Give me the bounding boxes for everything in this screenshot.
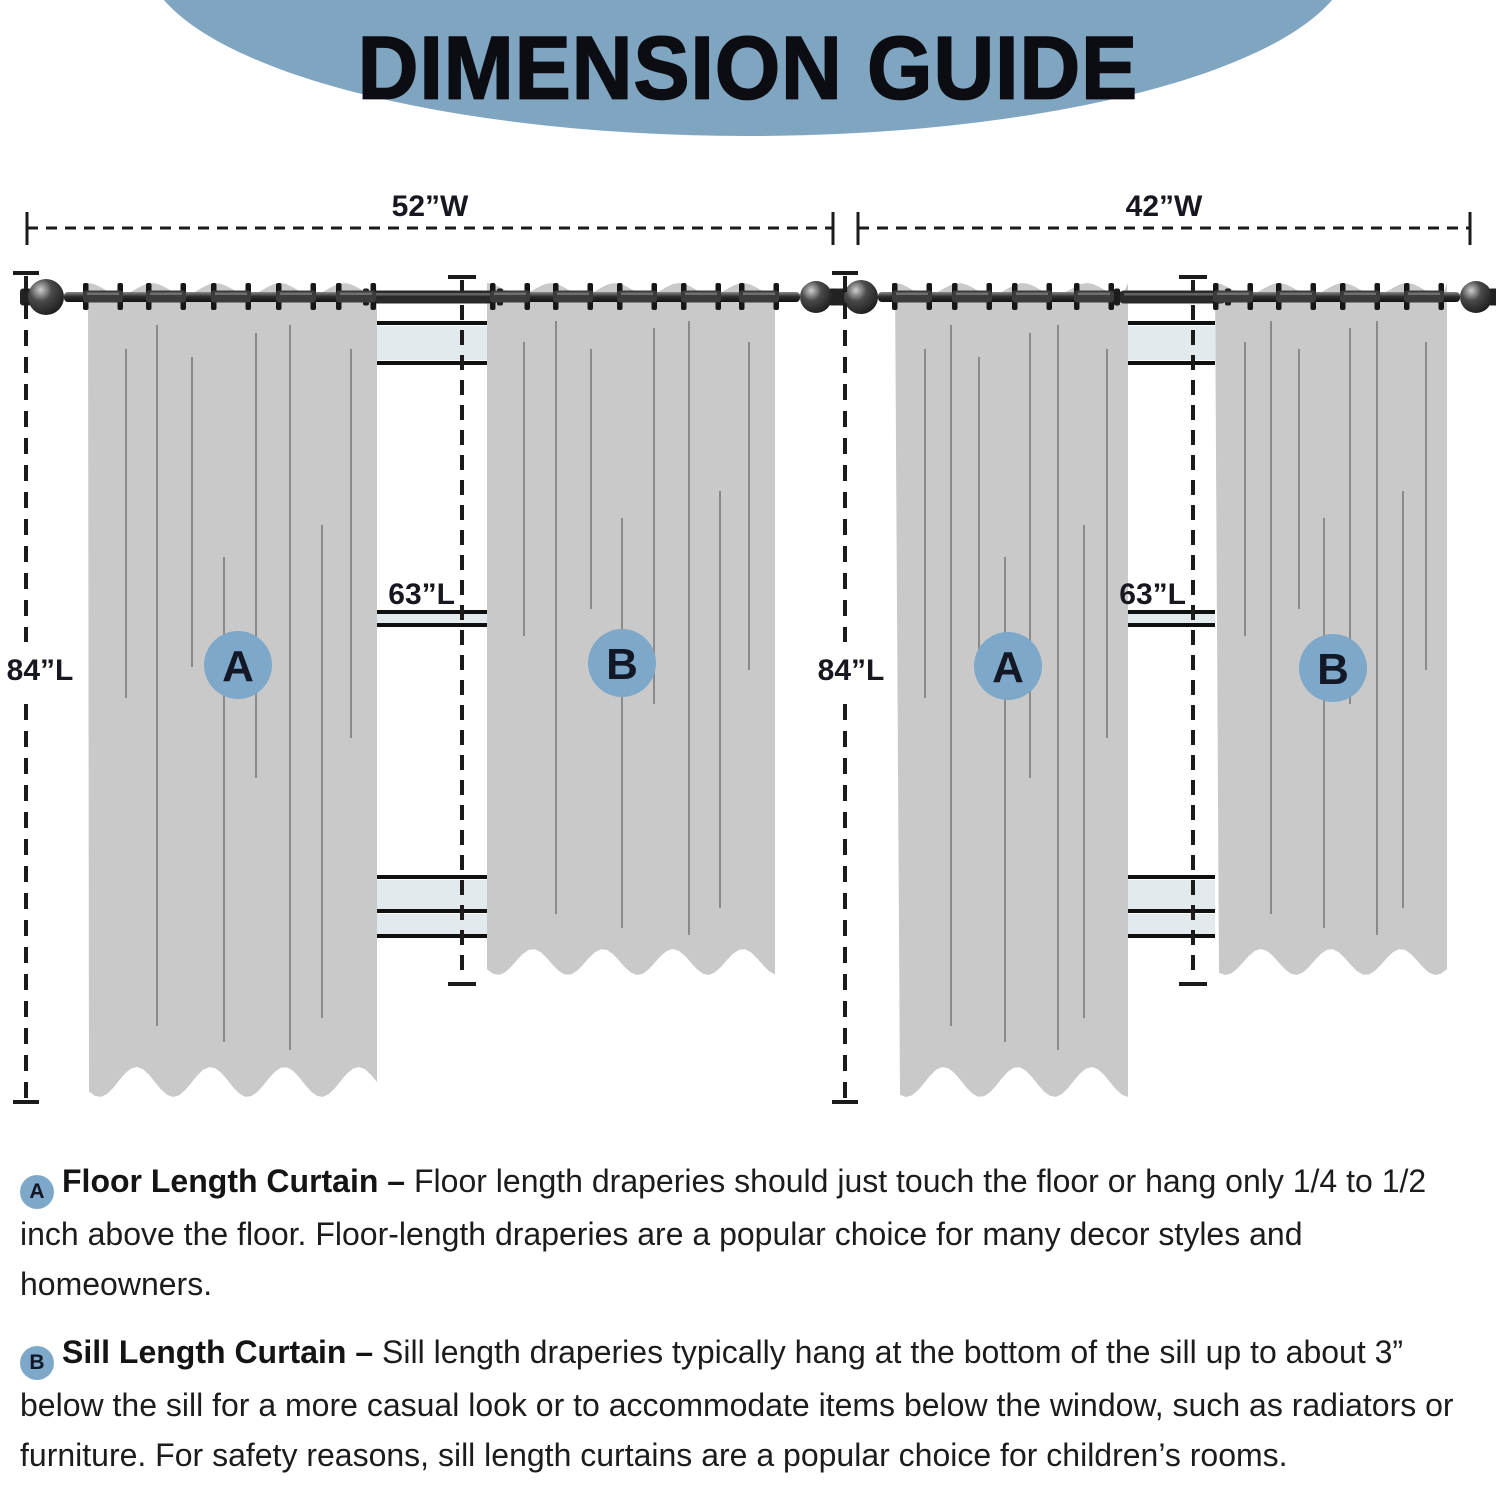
legend-body-a: Floor length draperies should just touch the floor or hang only 1/4 to 1/2 inch above the floor. Floor-length draperies are a popular choice for many decor styles and homeowners. (20, 1163, 1427, 1302)
badge-a-letter: A (992, 643, 1024, 692)
sill-dimension-label: 63”L (1119, 578, 1186, 611)
sill-dimension-label: 63”L (388, 578, 455, 611)
legend-title-b: Sill Length Curtain – (62, 1334, 374, 1370)
height-dimension-label: 84”L (817, 654, 885, 687)
diagram-42w (818, 190, 1496, 1102)
legend-badge-a: A (20, 1175, 54, 1209)
legend-badge-b: B (20, 1346, 54, 1380)
width-dimension-label: 42”W (1125, 190, 1203, 223)
legend-body-b: Sill length draperies typically hang at the bottom of the sill up to about 3” below the sill for a more casual look or to accommodate items below the window, such as radiators or furniture. For safety reasons, sill length curtains are a popular choice for children’s rooms. (20, 1334, 1454, 1473)
badge-b-letter: B (1317, 645, 1349, 694)
diagram-42w-artwork (832, 212, 1496, 1102)
height-dimension-label: 84”L (6, 654, 74, 687)
badge-a (974, 632, 1042, 700)
legend-item-floor-length (20, 1156, 1478, 1309)
badge-a-letter: A (222, 642, 254, 691)
badge-b (1299, 634, 1367, 702)
page-title: DIMENSION GUIDE (357, 18, 1139, 118)
badge-a (204, 631, 272, 699)
legend (20, 1156, 1478, 1498)
diagram-52w-artwork (13, 212, 840, 1102)
width-dimension-label: 52”W (391, 190, 469, 223)
badge-b-letter: B (606, 640, 638, 689)
legend-title-a: Floor Length Curtain – (62, 1163, 406, 1199)
diagram-52w (7, 190, 840, 1102)
legend-item-sill-length (20, 1327, 1478, 1480)
badge-b (588, 629, 656, 697)
